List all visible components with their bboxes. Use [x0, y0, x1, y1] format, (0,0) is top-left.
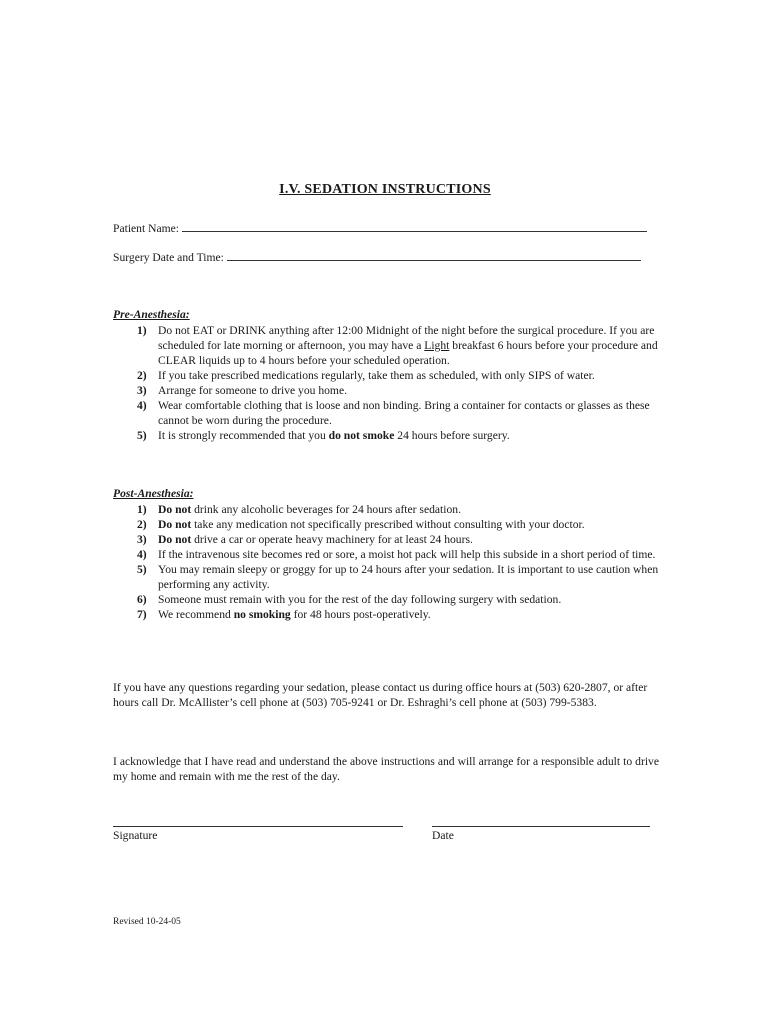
item-number: 6)	[137, 593, 147, 606]
item-text: We recommend	[158, 608, 234, 621]
item-text: breakfast 6 hours before your procedure and CLEAR liquids up to 4 hours before your scheduled operation.	[158, 339, 658, 367]
item-text: Someone must remain with you for the rest of the day following surgery with sedation.	[158, 593, 562, 606]
item-number: 1)	[137, 324, 147, 337]
item-number: 3)	[137, 533, 147, 546]
pre-anesthesia-list	[113, 323, 661, 443]
item-text: Arrange for someone to drive you home.	[158, 384, 347, 397]
item-underlined-text: Light	[424, 339, 450, 352]
list-item	[113, 607, 661, 622]
item-text: If the intravenous site becomes red or sore, a moist hot pack will help this subside in a short period of time.	[158, 548, 656, 561]
list-item	[113, 383, 661, 398]
pre-anesthesia-heading: Pre-Anesthesia:	[113, 308, 190, 321]
item-text: drive a car or operate heavy machinery for at least 24 hours.	[191, 533, 473, 546]
item-number: 5)	[137, 563, 147, 576]
date-line[interactable]	[432, 826, 650, 827]
patient-name-field[interactable]	[182, 220, 647, 232]
item-text: take any medication not specifically prescribed without consulting with your doctor.	[191, 518, 585, 531]
list-item	[113, 562, 661, 592]
signature-line[interactable]	[113, 826, 403, 827]
item-text: It is strongly recommended that you	[158, 429, 329, 442]
patient-name-label: Patient Name:	[113, 222, 180, 235]
list-item	[113, 517, 661, 532]
item-number: 3)	[137, 384, 147, 397]
item-number: 4)	[137, 548, 147, 561]
item-number: 7)	[137, 608, 147, 621]
item-text: drink any alcoholic beverages for 24 hours after sedation.	[191, 503, 461, 516]
item-bold-text: Do not	[158, 518, 192, 531]
date-label: Date	[432, 829, 454, 842]
item-number: 2)	[137, 369, 147, 382]
item-text: If you take prescribed medications regularly, take them as scheduled, with only SIPS of water.	[158, 369, 595, 382]
list-item	[113, 532, 661, 547]
surgery-date-field[interactable]	[227, 249, 641, 261]
item-text: You may remain sleepy or groggy for up to 24 hours after your sedation. It is important to use caution when performing any activity.	[158, 563, 659, 591]
item-number: 5)	[137, 429, 147, 442]
item-text: 24 hours before surgery.	[394, 429, 510, 442]
list-item	[113, 547, 661, 562]
list-item	[113, 323, 661, 368]
item-text: Wear comfortable clothing that is loose and non binding. Bring a container for contacts or glasses as these cannot be worn during the procedure.	[158, 399, 650, 427]
signature-label: Signature	[113, 829, 158, 842]
surgery-date-row	[113, 249, 641, 264]
contact-paragraph: If you have any questions regarding your sedation, please contact us during office hours at (503) 620-2807, or after hours call Dr. McAllister’s cell phone at (503) 705-9241 or Dr. Eshraghi’s cell phone at (503) 799-5383.	[113, 681, 648, 709]
surgery-date-label: Surgery Date and Time:	[113, 251, 224, 264]
item-bold-text: Do not	[158, 503, 192, 516]
list-item	[113, 428, 661, 443]
list-item	[113, 368, 661, 383]
document-title: I.V. SEDATION INSTRUCTIONS	[279, 182, 491, 197]
post-anesthesia-list	[113, 502, 661, 622]
revision-note: Revised 10-24-05	[113, 917, 181, 927]
item-text: for 48 hours post-operatively.	[290, 608, 431, 621]
patient-name-row	[113, 220, 647, 235]
item-number: 4)	[137, 399, 147, 412]
item-number: 2)	[137, 518, 147, 531]
item-number: 1)	[137, 503, 147, 516]
item-text: Do not EAT or DRINK anything after 12:00 Midnight of the night before the surgical procedure. If you are scheduled for late morning or afternoon, you may have a	[158, 324, 655, 352]
list-item	[113, 502, 661, 517]
list-item	[113, 592, 661, 607]
post-anesthesia-heading: Post-Anesthesia:	[113, 487, 194, 500]
item-bold-text: Do not	[158, 533, 192, 546]
list-item	[113, 398, 661, 428]
item-bold-text: do not smoke	[328, 429, 395, 442]
acknowledgement-paragraph: I acknowledge that I have read and understand the above instructions and will arrange for a responsible adult to drive my home and remain with me the rest of the day.	[113, 755, 659, 783]
item-bold-text: no smoking	[233, 608, 291, 621]
